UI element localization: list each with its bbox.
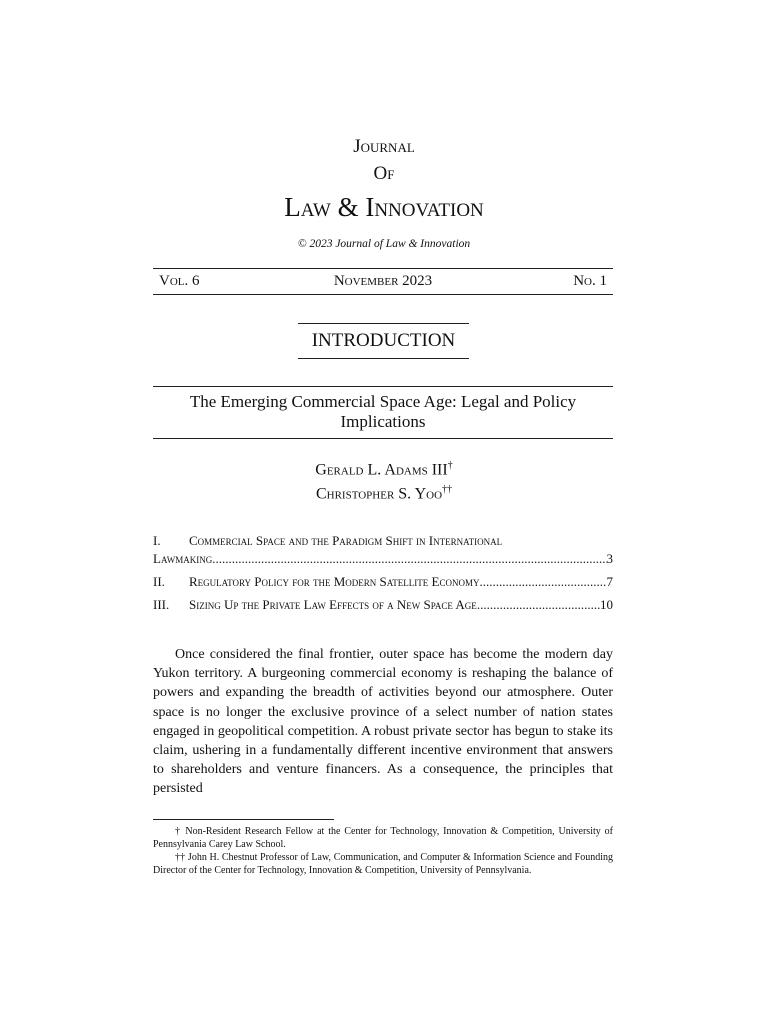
author-name: Gerald L. Adams III bbox=[315, 461, 448, 479]
toc-number: II. bbox=[153, 574, 165, 589]
toc-title: Sizing Up the Private Law Effects of a New Space Age bbox=[189, 597, 477, 612]
masthead-bar bbox=[153, 268, 613, 295]
toc-title: Commercial Space and the Paradigm Shift in International bbox=[189, 533, 503, 548]
toc-page-number: 7 bbox=[606, 574, 613, 589]
toc-leader-dots bbox=[479, 573, 606, 591]
article-title-box bbox=[153, 386, 613, 439]
journal-title-line1: Journal bbox=[353, 136, 415, 157]
volume-label: Vol. 6 bbox=[159, 273, 200, 289]
footnote-1: † Non-Resident Research Fellow at the Center for Technology, Innovation & Competition, University of Pennsylvania Carey Law School. bbox=[153, 826, 613, 850]
toc-entry[interactable] bbox=[153, 573, 613, 591]
journal-title-line3: Law & Innovation bbox=[284, 192, 484, 222]
body-paragraph: Once considered the final frontier, outer space has become the modern day Yukon territory. A burgeoning commercial economy is reshaping the balance of powers and expanding the breadth of activities beyond our atmosphere. Outer space is no longer the exclusive province of a select number of nation states engaged in geopolitical competition. A robust private sector has begun to stake its claim, ushering in a fundamentally different incentive environment that answers to shareholders and venture financers. As a consequence, the principles that persisted bbox=[153, 647, 613, 797]
toc-entry-continuation[interactable] bbox=[153, 550, 613, 568]
footnote-mark: † bbox=[447, 460, 453, 471]
copyright-notice: © 2023 Journal of Law & Innovation bbox=[297, 238, 471, 250]
toc-number: I. bbox=[153, 533, 161, 548]
author-2 bbox=[0, 484, 768, 503]
footnote-mark: †† bbox=[442, 484, 453, 495]
journal-title-line2: Of bbox=[373, 163, 395, 184]
author-1 bbox=[0, 460, 768, 479]
toc-entry[interactable] bbox=[153, 596, 613, 614]
issue-number: No. 1 bbox=[573, 273, 607, 289]
toc-entry[interactable] bbox=[153, 532, 613, 550]
toc-page-number: 3 bbox=[606, 551, 613, 566]
toc-title: Regulatory Policy for the Modern Satellite Economy bbox=[189, 574, 480, 589]
issue-date: November 2023 bbox=[333, 273, 433, 289]
footnotes bbox=[153, 825, 613, 877]
section-heading: INTRODUCTION bbox=[298, 323, 469, 359]
author-name: Christopher S. Yoo bbox=[315, 485, 443, 503]
footnote-divider bbox=[153, 819, 334, 820]
article-title: The Emerging Commercial Space Age: Legal and Policy Implications bbox=[189, 392, 577, 431]
toc-page-number: 10 bbox=[600, 597, 613, 612]
table-of-contents bbox=[153, 532, 613, 618]
toc-leader-dots bbox=[212, 550, 606, 568]
toc-leader-dots bbox=[477, 596, 600, 614]
footnote-2: †† John H. Chestnut Professor of Law, Communication, and Computer & Information Science and Founding Director of the Center for Technology, Innovation & Competition, University of Pennsylvania. bbox=[153, 852, 613, 876]
toc-number: III. bbox=[153, 597, 170, 612]
toc-title: Lawmaking bbox=[153, 551, 213, 566]
